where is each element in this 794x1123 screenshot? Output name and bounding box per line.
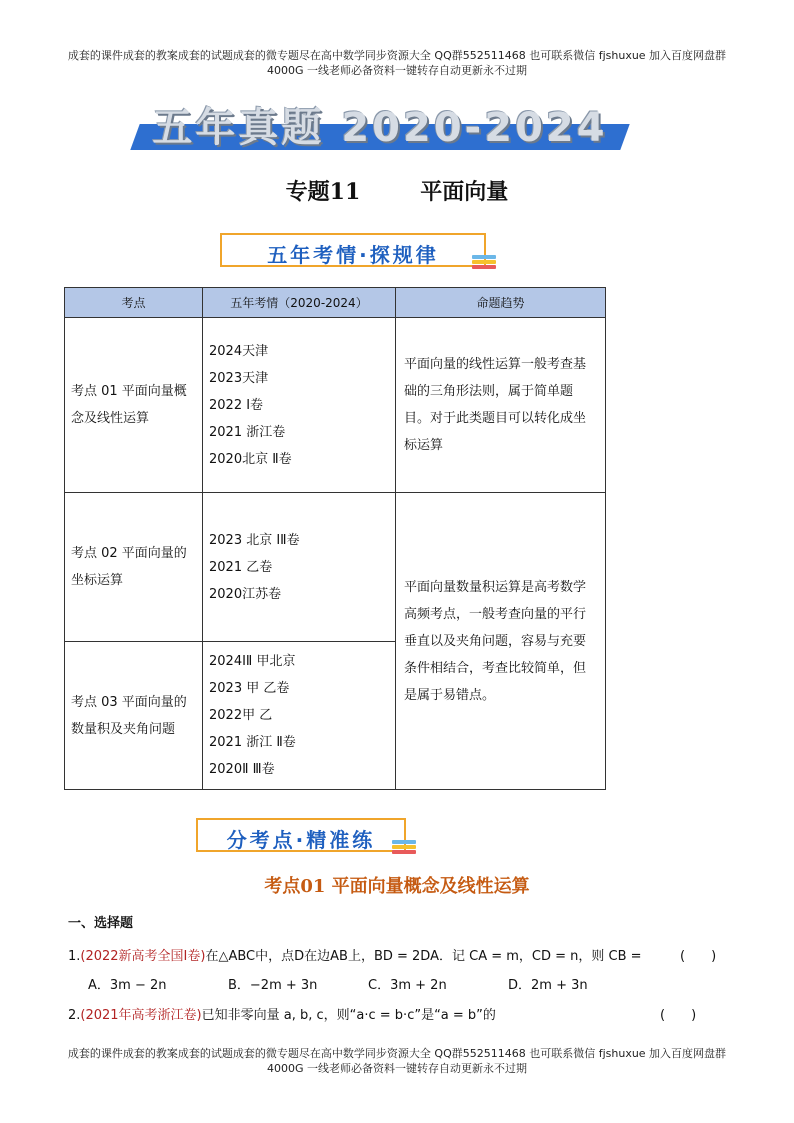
year-item: 2020江苏卷	[209, 586, 282, 602]
books-icon	[472, 255, 498, 271]
table-row	[65, 493, 606, 642]
question-number: 2.	[68, 1008, 81, 1023]
option-d: D．2m + 3n	[508, 978, 588, 993]
tag-practice	[196, 818, 406, 852]
answer-paren: ( )	[660, 1008, 697, 1023]
options-row	[88, 974, 648, 993]
tag-five-year	[220, 233, 486, 267]
tag-practice-label: 分考点·精准练	[226, 828, 376, 852]
row-years	[203, 642, 396, 790]
year-item: 2020北京 Ⅱ卷	[209, 451, 292, 467]
col-header-years: 五年考情（2020-2024）	[203, 288, 396, 318]
banner-title: 五年真题 2020-2024	[152, 105, 608, 151]
col-header-trend: 命题趋势	[396, 288, 606, 318]
year-item: 2022 Ⅰ卷	[209, 397, 264, 413]
year-item: 2023 北京 ⅠⅡ卷	[209, 532, 300, 548]
row-topic: 考点 03 平面向量的数量积及夹角问题	[65, 642, 203, 790]
year-item: 2021 乙卷	[209, 559, 273, 575]
subtitle-number: 专题11	[285, 179, 361, 205]
table-row	[65, 318, 606, 493]
question-2	[68, 1004, 496, 1023]
year-item: 2024天津	[209, 343, 269, 359]
year-item: 2022甲 乙	[209, 708, 273, 723]
header-note: 成套的课件成套的教案成套的试题成套的微专题尽在高中数学同步资源大全 QQ群552511468 也可联系微信 fjshuxue 加入百度网盘群 4000G 一线老师必备资料一键转存自动更新永不过期	[67, 49, 727, 77]
answer-paren: ( )	[680, 949, 717, 964]
question-source: (2021年高考浙江卷)	[80, 1008, 202, 1023]
exam-table	[64, 287, 606, 790]
year-item: 2021 浙江 Ⅱ卷	[209, 735, 296, 750]
year-item: 2024ⅠⅡ 甲北京	[209, 654, 296, 669]
question-number: 1.	[68, 949, 81, 964]
row-years	[203, 318, 396, 493]
topic-title: 考点01 平面向量概念及线性运算	[264, 876, 530, 897]
question-1	[68, 945, 642, 964]
row-trend: 平面向量的线性运算一般考查基础的三角形法则，属于简单题目。对于此类题目可以转化成坐标运算	[396, 318, 606, 493]
option-b: B．−2m + 3n	[228, 978, 318, 993]
year-item: 2023 甲 乙卷	[209, 681, 290, 696]
row-years	[203, 493, 396, 642]
section-title: 一、选择题	[68, 916, 134, 931]
page-subtitle	[0, 175, 794, 206]
year-item: 2021 浙江卷	[209, 424, 286, 440]
row-topic: 考点 02 平面向量的坐标运算	[65, 493, 203, 642]
year-item: 2023天津	[209, 370, 269, 386]
row-trend: 平面向量数量积运算是高考数学高频考点，一般考查向量的平行垂直以及夹角问题，容易与充要条件相结合，考查比较简单，但是属于易错点。	[396, 493, 606, 790]
footer-note: 成套的课件成套的教案成套的试题成套的微专题尽在高中数学同步资源大全 QQ群552511468 也可联系微信 fjshuxue 加入百度网盘群 4000G 一线老师必备资料一键转存自动更新永不过期	[67, 1047, 727, 1075]
question-text: 在△ABC中，点D在边AB上，BD = 2DA．记 CA = m，CD = n，则 CB =	[205, 949, 642, 964]
option-c: C．3m + 2n	[368, 978, 447, 993]
question-text: 已知非零向量 a, b, c，则“a·c = b·c”是“a = b”的	[201, 1008, 496, 1023]
banner	[135, 96, 625, 154]
question-source: (2022新高考全国Ⅰ卷)	[80, 949, 206, 964]
row-topic: 考点 01 平面向量概念及线性运算	[65, 318, 203, 493]
tag-five-year-label: 五年考情·探规律	[267, 243, 439, 267]
subtitle-name: 平面向量	[420, 179, 509, 205]
books-icon	[392, 840, 418, 856]
option-a: A．3m − 2n	[88, 978, 167, 993]
year-item: 2020Ⅱ Ⅲ卷	[209, 762, 275, 777]
col-header-topic: 考点	[65, 288, 203, 318]
